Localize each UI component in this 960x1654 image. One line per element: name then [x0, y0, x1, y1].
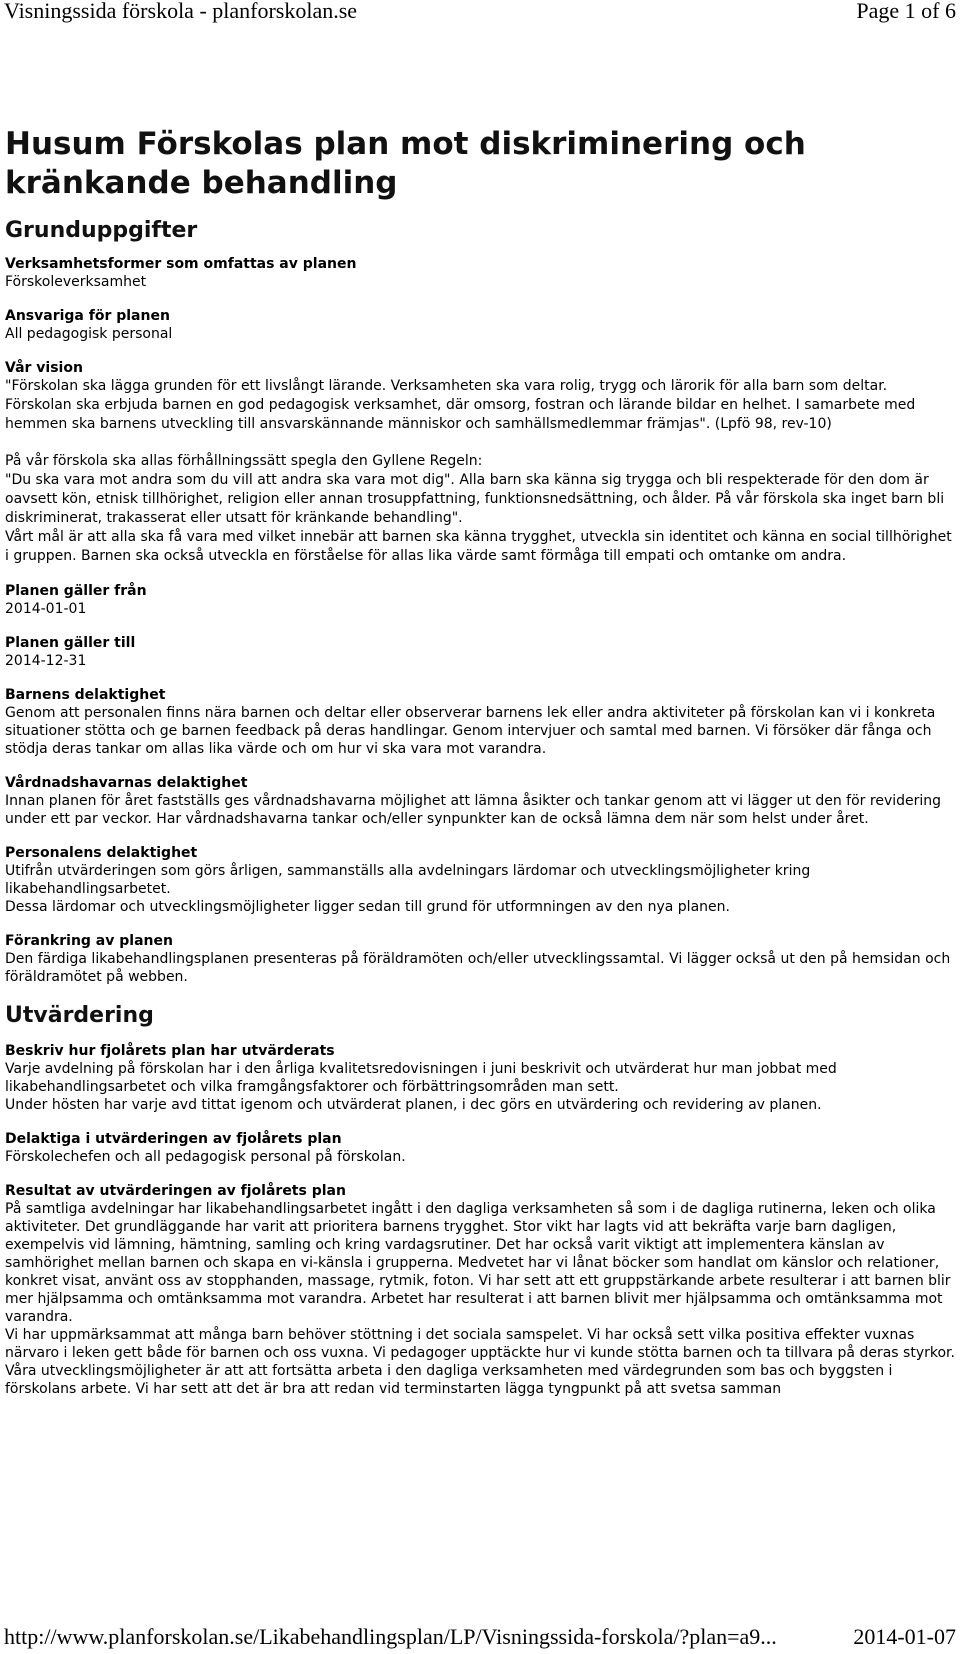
verksamhetsformer-label: Verksamhetsformer som omfattas av planen [5, 256, 357, 272]
vardnadshavarnas-delaktighet-field [5, 774, 955, 828]
delaktiga-value: Förskolechefen och all pedagogisk personal på förskolan. [5, 1149, 406, 1165]
print-header-title: Visningssida förskola - planforskolan.se [4, 0, 358, 23]
planen-fran-field [5, 582, 955, 618]
beskriv-label: Beskriv hur fjolårets plan har utvärderats [5, 1043, 335, 1059]
forankring-value: Den färdiga likabehandlingsplanen presenteras på föräldramöten och/eller utvecklingssamtal. Vi lägger också ut den på hemsidan och föräldramötet på webben. [5, 951, 951, 985]
personalens-delaktighet-label: Personalens delaktighet [5, 845, 198, 861]
vardnadshavarnas-delaktighet-label: Vårdnadshavarnas delaktighet [5, 775, 248, 791]
print-header-page-number: Page 1 of 6 [856, 0, 956, 23]
beskriv-value-2: Under hösten har varje avd tittat igenom och utvärderat planen, i dec görs en utvärdering och revidering av planen. [5, 1097, 822, 1113]
print-footer-date: 2014-01-07 [853, 1624, 956, 1649]
personalens-delaktighet-value-1: Utifrån utvärderingen som görs årligen, sammanställs alla avdelningars lärdomar och utvecklingsmöjligheter kring likabehandlingsarbetet. [5, 863, 811, 897]
document-body [5, 125, 955, 1414]
ansvariga-label: Ansvariga för planen [5, 308, 170, 324]
verksamhetsformer-value: Förskoleverksamhet [5, 274, 147, 290]
resultat-value-1: På samtliga avdelningar har likabehandlingsarbetet ingått i den dagliga verksamheten så som i de dagliga rutinerna, leken och olika aktiviteter. Det grundläggande har varit att prioritera barnens trygghet. Stor vikt har lagts vid att bekräfta varje barn dagligen, exempelvis vid lämning, hämtning, samling och kring vardagsrutiner. Det har också varit viktigt att implementera känslan av samhörighet mellan barnen och skapa en vi-känsla i grupperna. Medvetet har vi lånat böcker som handlat om känslor och relationer, konkret visat, använt oss av stopphanden, massage, rytmik, foton. Vi har sett att ett gruppstärkande arbete resulterar i att barnen blir mer hjälpsamma och omtänksamma mot varandra. Arbetet har resulterat i att barnen blivit mer hjälpsamma och omtänksamma mot varandra. [5, 1201, 951, 1325]
planen-fran-value: 2014-01-01 [5, 601, 87, 617]
barnens-delaktighet-label: Barnens delaktighet [5, 687, 166, 703]
utvardering-heading: Utvärdering [5, 1003, 154, 1028]
vision-label: Vår vision [5, 360, 83, 376]
vision-paragraph-3: "Du ska vara mot andra som du vill att andra ska vara mot dig". Alla barn ska känna sig trygga och bli respekterade för den dom är oavsett kön, etnisk tillhörighet, religion eller annan trosuppfattning, funktionsnedsättning, och ålder. På vår förskola ska inget barn bli diskriminerat, trakasserat eller utsatt för kränkande behandling". [5, 472, 945, 526]
delaktiga-label: Delaktiga i utvärderingen av fjolårets plan [5, 1131, 342, 1147]
barnens-delaktighet-value: Genom att personalen finns nära barnen och deltar eller observerar barnens lek eller andra aktiviteter på förskolan kan vi i konkreta situationer stötta och ge barnen feedback på deras handlingar. Genom intervjuer och samtal med barnen. Vi försöker där fånga och stödja deras tankar om allas lika värde och om hur vi ska vara mot varandra. [5, 705, 936, 757]
document-title: Husum Förskolas plan mot diskriminering och kränkande behandling [5, 126, 806, 201]
beskriv-field [5, 1042, 955, 1114]
planen-till-value: 2014-12-31 [5, 653, 87, 669]
ansvariga-value: All pedagogisk personal [5, 326, 173, 342]
resultat-field [5, 1182, 955, 1398]
vision-paragraph-2: På vår förskola ska allas förhållningssätt spegla den Gyllene Regeln: [5, 453, 483, 469]
print-footer-url[interactable]: http://www.planforskolan.se/Likabehandlingsplan/LP/Visningssida-forskola/?plan=a9... [4, 1624, 777, 1649]
planen-till-label: Planen gäller till [5, 635, 136, 651]
forankring-label: Förankring av planen [5, 933, 173, 949]
delaktiga-field [5, 1130, 955, 1166]
vision-paragraph-1: "Förskolan ska lägga grunden för ett livslångt lärande. Verksamheten ska vara rolig, trygg och lärorik för alla barn som deltar. Förskolan ska erbjuda barnen en god pedagogisk verksamhet, där omsorg, fostran och lärande bildar en helhet. I samarbete med hemmen ska barnens utveckling till ansvarskännande människor och samhällsmedlemmar främjas". (Lpfö 98, rev-10) [5, 378, 916, 432]
personalens-delaktighet-field [5, 844, 955, 916]
grunduppgifter-heading: Grunduppgifter [5, 218, 198, 243]
verksamhetsformer-field [5, 255, 955, 291]
vision-field [5, 359, 955, 566]
print-footer [0, 1626, 960, 1648]
vision-paragraph-4: Vårt mål är att alla ska få vara med vilket innebär att barnen ska känna trygghet, utveckla sin identitet och känna en social tillhörighet i gruppen. Barnen ska också utveckla en förståelse för allas lika värde samt förmåga till empati och omtanke om andra. [5, 529, 952, 564]
vardnadshavarnas-delaktighet-value: Innan planen för året fastställs ges vårdnadshavarna möjlighet att lämna åsikter och tankar genom att vi lägger ut den för revidering under ett par veckor. Har vårdnadshavarna tankar och/eller synpunkter kan de också lämna dem när som helst under året. [5, 793, 942, 827]
resultat-label: Resultat av utvärderingen av fjolårets plan [5, 1183, 346, 1199]
resultat-value-2: Vi har uppmärksammat att många barn behöver stöttning i det sociala samspelet. Vi har också sett vilka positiva effekter vuxnas närvaro i leken gett både för barnen och oss vuxna. Vi pedagoger upptäckte hur vi kunde stötta barnen och ta tillvara på deras styrkor. Våra utvecklingsmöjligheter är att att fortsätta arbeta i den dagliga verksamheten med värdegrunden som bas och byggsten i förskolans arbete. Vi har sett att det är bra att redan vid terminstarten lägga tyngpunkt på att svetsa samman [5, 1327, 955, 1397]
barnens-delaktighet-field [5, 686, 955, 758]
planen-fran-label: Planen gäller från [5, 583, 147, 599]
personalens-delaktighet-value-2: Dessa lärdomar och utvecklingsmöjligheter ligger sedan till grund för utformningen av den nya planen. [5, 899, 730, 915]
planen-till-field [5, 634, 955, 670]
forankring-field [5, 932, 955, 986]
print-header [0, 0, 960, 22]
beskriv-value-1: Varje avdelning på förskolan har i den årliga kvalitetsredovisningen i juni beskrivit och utvärderat hur man jobbat med likabehandlingsarbetet och vilka framgångsfaktorer och förbättringsområden man sett. [5, 1061, 837, 1095]
ansvariga-field [5, 307, 955, 343]
